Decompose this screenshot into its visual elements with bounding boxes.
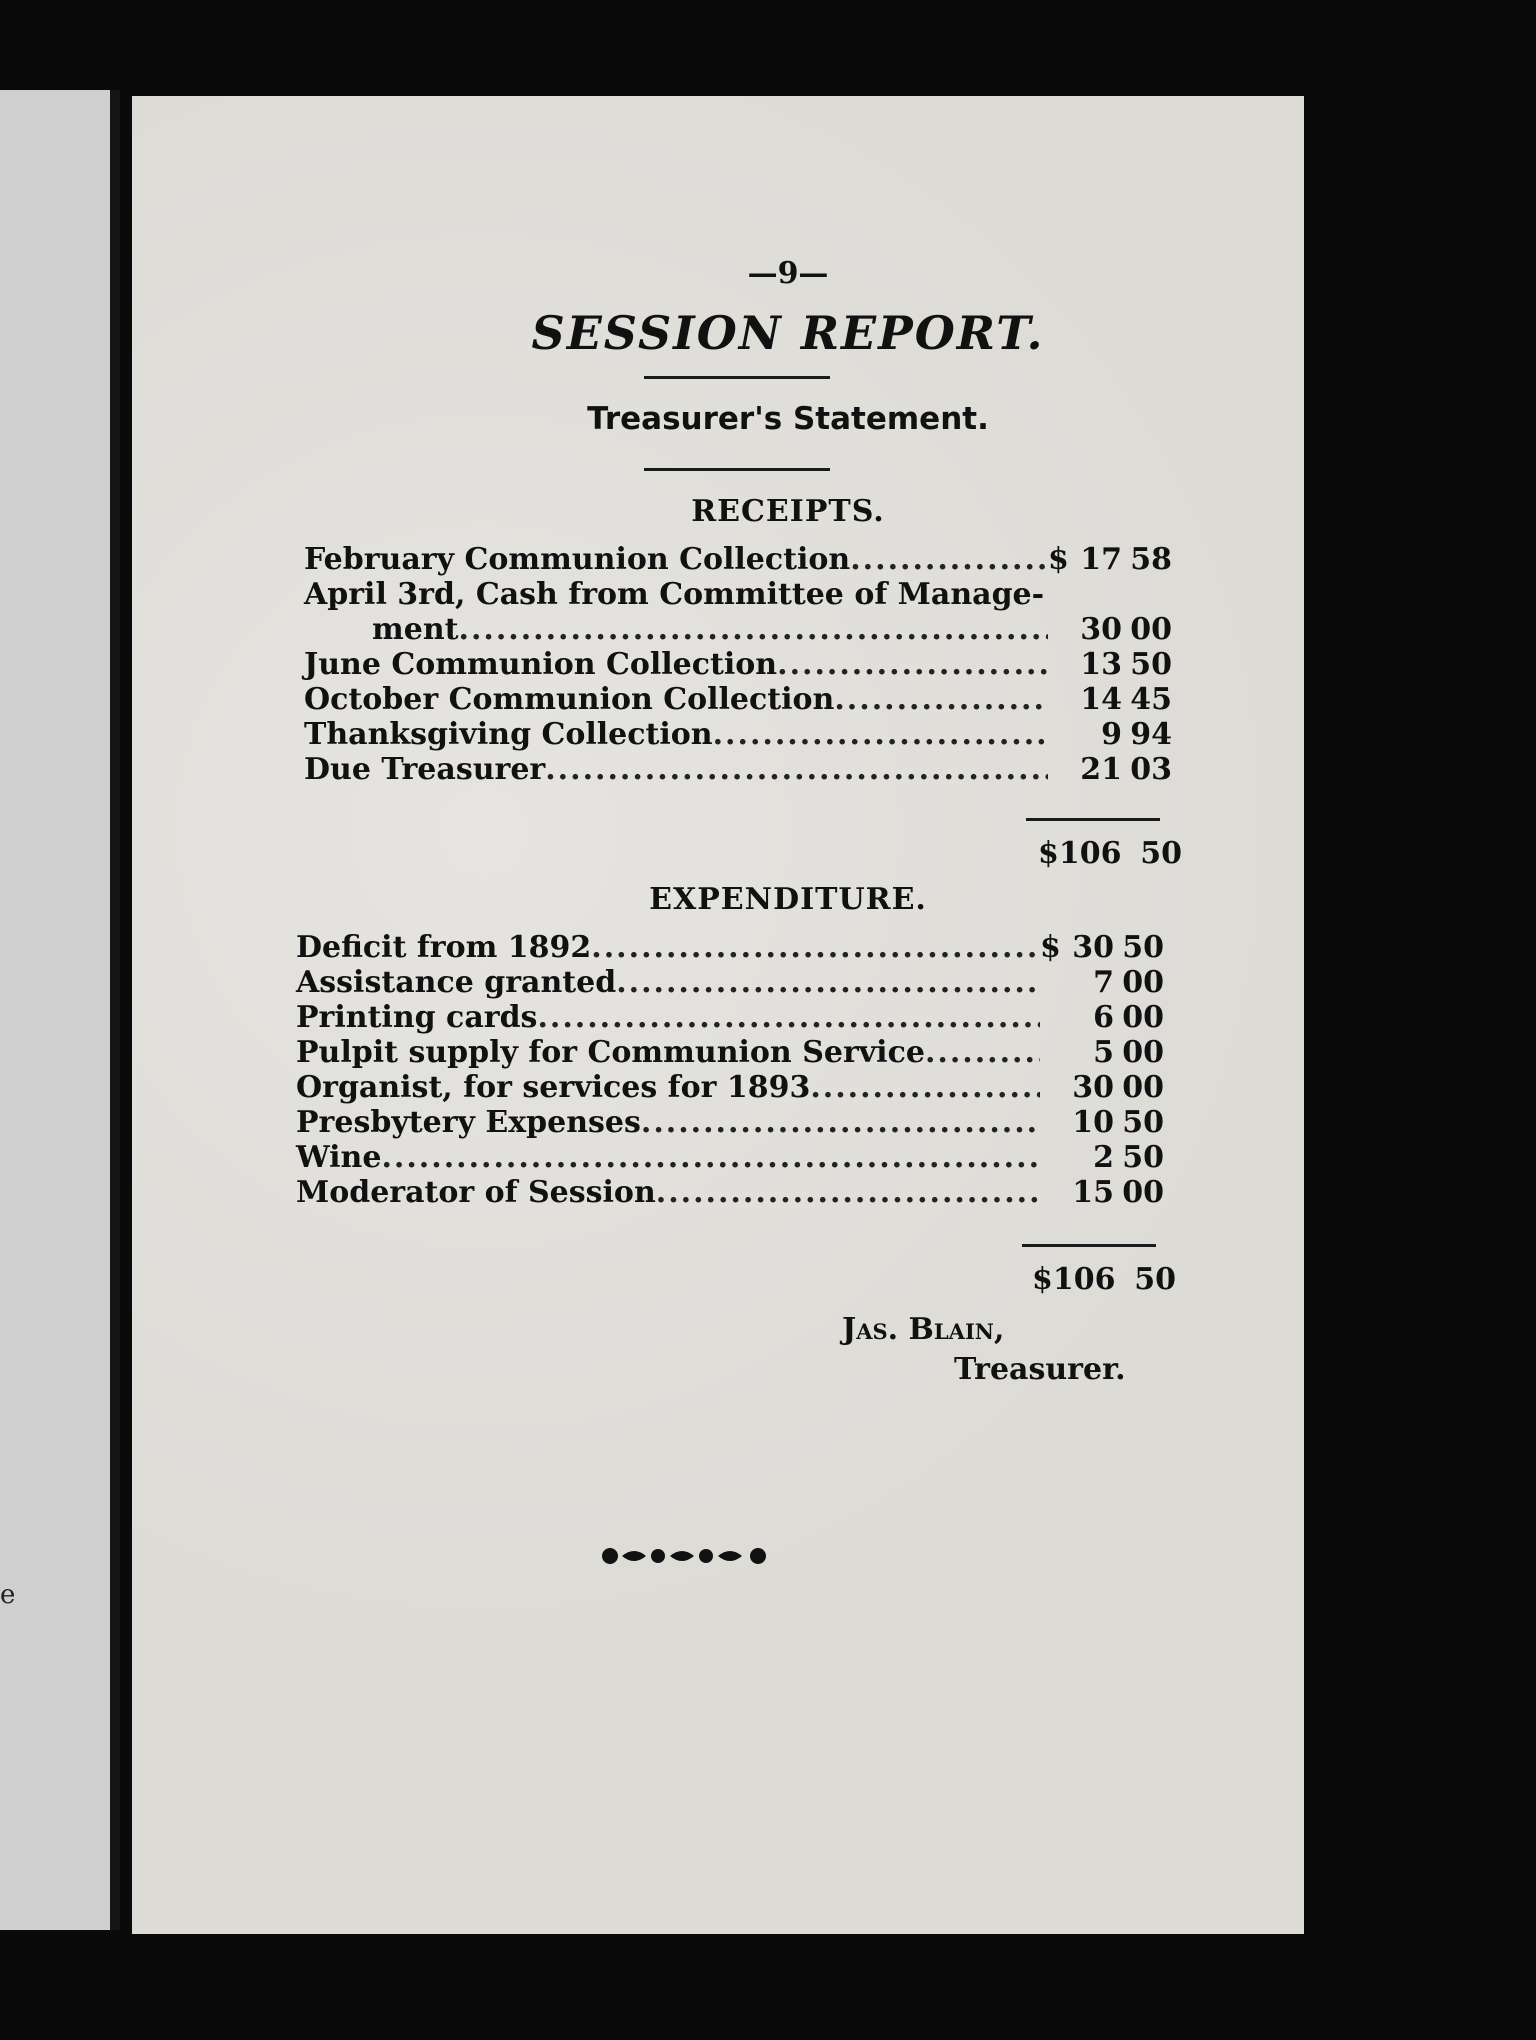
left-page-edge bbox=[0, 90, 120, 1930]
dot-leader bbox=[656, 1175, 1040, 1210]
expenditure-cents: 00 bbox=[1122, 1070, 1164, 1105]
dot-leader bbox=[381, 1140, 1040, 1175]
expenditure-label: Printing cards bbox=[296, 1000, 538, 1035]
title-rule bbox=[644, 376, 830, 379]
expenditure-label: Wine bbox=[296, 1140, 382, 1175]
receipt-dollars: 13 bbox=[1080, 647, 1122, 682]
expenditure-cents: 00 bbox=[1122, 1000, 1164, 1035]
expenditure-total-rule bbox=[1022, 1244, 1156, 1247]
signature-block bbox=[842, 1310, 1126, 1390]
receipt-label: Due Treasurer bbox=[304, 752, 546, 787]
expenditure-dollars: 6 bbox=[1093, 1000, 1114, 1035]
receipt-cents: 45 bbox=[1130, 682, 1172, 717]
dot-leader bbox=[616, 965, 1040, 1000]
receipts-table bbox=[304, 542, 1172, 787]
expenditure-dollars: 5 bbox=[1093, 1035, 1114, 1070]
dot-leader bbox=[641, 1105, 1040, 1140]
receipts-heading: RECEIPTS. bbox=[691, 494, 885, 529]
receipts-total-rule bbox=[1026, 818, 1160, 821]
receipt-label: April 3rd, Cash from Committee of Manage- bbox=[304, 577, 1045, 612]
expenditure-label: Pulpit supply for Communion Service bbox=[296, 1035, 925, 1070]
expenditure-cents: 50 bbox=[1122, 930, 1164, 965]
dot-leader bbox=[545, 752, 1048, 787]
subtitle-rule bbox=[644, 468, 830, 471]
page-title: SESSION REPORT. bbox=[531, 306, 1045, 360]
expenditure-dollars: 2 bbox=[1093, 1140, 1114, 1175]
dot-leader bbox=[925, 1035, 1040, 1070]
receipt-row bbox=[304, 577, 1172, 612]
currency-sign: $ bbox=[1040, 930, 1061, 965]
receipt-row bbox=[304, 647, 1172, 682]
expenditure-table bbox=[296, 930, 1164, 1210]
expenditure-label: Deficit from 1892 bbox=[296, 930, 592, 965]
receipts-total-cents: 50 bbox=[1140, 836, 1182, 871]
receipt-label: October Communion Collection bbox=[304, 682, 835, 717]
document-page bbox=[132, 96, 1304, 1934]
expenditure-row bbox=[296, 1105, 1164, 1140]
expenditure-cents: 00 bbox=[1122, 1035, 1164, 1070]
left-page-text-fragment: e bbox=[0, 1580, 16, 1610]
expenditure-total-cents: 50 bbox=[1134, 1262, 1176, 1297]
receipt-row bbox=[304, 717, 1172, 752]
page-gutter bbox=[110, 90, 120, 1930]
expenditure-dollars: 30 bbox=[1072, 1070, 1114, 1105]
receipt-cents: 00 bbox=[1130, 612, 1172, 647]
dot-leader bbox=[810, 1070, 1040, 1105]
receipt-label: Thanksgiving Collection bbox=[304, 717, 713, 752]
receipt-cents: 94 bbox=[1130, 717, 1172, 752]
expenditure-label: Moderator of Session bbox=[296, 1175, 656, 1210]
expenditure-cents: 50 bbox=[1122, 1105, 1164, 1140]
expenditure-dollars: 10 bbox=[1072, 1105, 1114, 1140]
expenditure-row bbox=[296, 1070, 1164, 1105]
page-subtitle: Treasurer's Statement. bbox=[587, 401, 989, 437]
expenditure-row bbox=[296, 965, 1164, 1000]
dot-leader bbox=[777, 647, 1048, 682]
expenditure-total bbox=[1032, 1262, 1176, 1297]
expenditure-cents: 00 bbox=[1122, 965, 1164, 1000]
signatory-role: Treasurer. bbox=[954, 1352, 1126, 1387]
expenditure-dollars: 30 bbox=[1072, 930, 1114, 965]
receipt-row bbox=[304, 612, 1172, 647]
receipt-dollars: 14 bbox=[1080, 682, 1122, 717]
expenditure-row bbox=[296, 930, 1164, 965]
dot-leader bbox=[713, 717, 1048, 752]
currency-sign: $ bbox=[1048, 542, 1069, 577]
receipt-dollars: 17 bbox=[1080, 542, 1122, 577]
signatory-name: Jas. Blain, bbox=[842, 1312, 1005, 1347]
receipt-label: June Communion Collection bbox=[304, 647, 778, 682]
dot-leader bbox=[459, 612, 1049, 647]
expenditure-label: Assistance granted bbox=[296, 965, 617, 1000]
dot-leader bbox=[850, 542, 1048, 577]
dot-leader bbox=[591, 930, 1040, 965]
expenditure-dollars: 15 bbox=[1072, 1175, 1114, 1210]
expenditure-label: Presbytery Expenses bbox=[296, 1105, 641, 1140]
receipts-total-dollars: $106 bbox=[1038, 836, 1122, 871]
receipt-dollars: 21 bbox=[1080, 752, 1122, 787]
receipt-label: ment bbox=[372, 612, 459, 647]
expenditure-dollars: 7 bbox=[1093, 965, 1114, 1000]
receipt-row bbox=[304, 752, 1172, 787]
ornament-divider-icon bbox=[600, 1536, 780, 1576]
expenditure-row bbox=[296, 1140, 1164, 1175]
receipt-dollars: 30 bbox=[1080, 612, 1122, 647]
expenditure-row bbox=[296, 1035, 1164, 1070]
receipt-row bbox=[304, 682, 1172, 717]
dot-leader bbox=[834, 682, 1048, 717]
expenditure-cents: 00 bbox=[1122, 1175, 1164, 1210]
expenditure-row bbox=[296, 1000, 1164, 1035]
expenditure-row bbox=[296, 1175, 1164, 1210]
receipt-cents: 03 bbox=[1130, 752, 1172, 787]
receipt-cents: 50 bbox=[1130, 647, 1172, 682]
expenditure-heading: EXPENDITURE. bbox=[649, 882, 927, 917]
receipts-total bbox=[1038, 836, 1182, 871]
receipt-cents: 58 bbox=[1130, 542, 1172, 577]
receipt-dollars: 9 bbox=[1101, 717, 1122, 752]
receipt-label: February Communion Collection bbox=[304, 542, 851, 577]
expenditure-label: Organist, for services for 1893 bbox=[296, 1070, 811, 1105]
expenditure-total-dollars: $106 bbox=[1032, 1262, 1116, 1297]
dot-leader bbox=[537, 1000, 1040, 1035]
expenditure-cents: 50 bbox=[1122, 1140, 1164, 1175]
receipt-row bbox=[304, 542, 1172, 577]
page-number: —9— bbox=[747, 256, 829, 291]
